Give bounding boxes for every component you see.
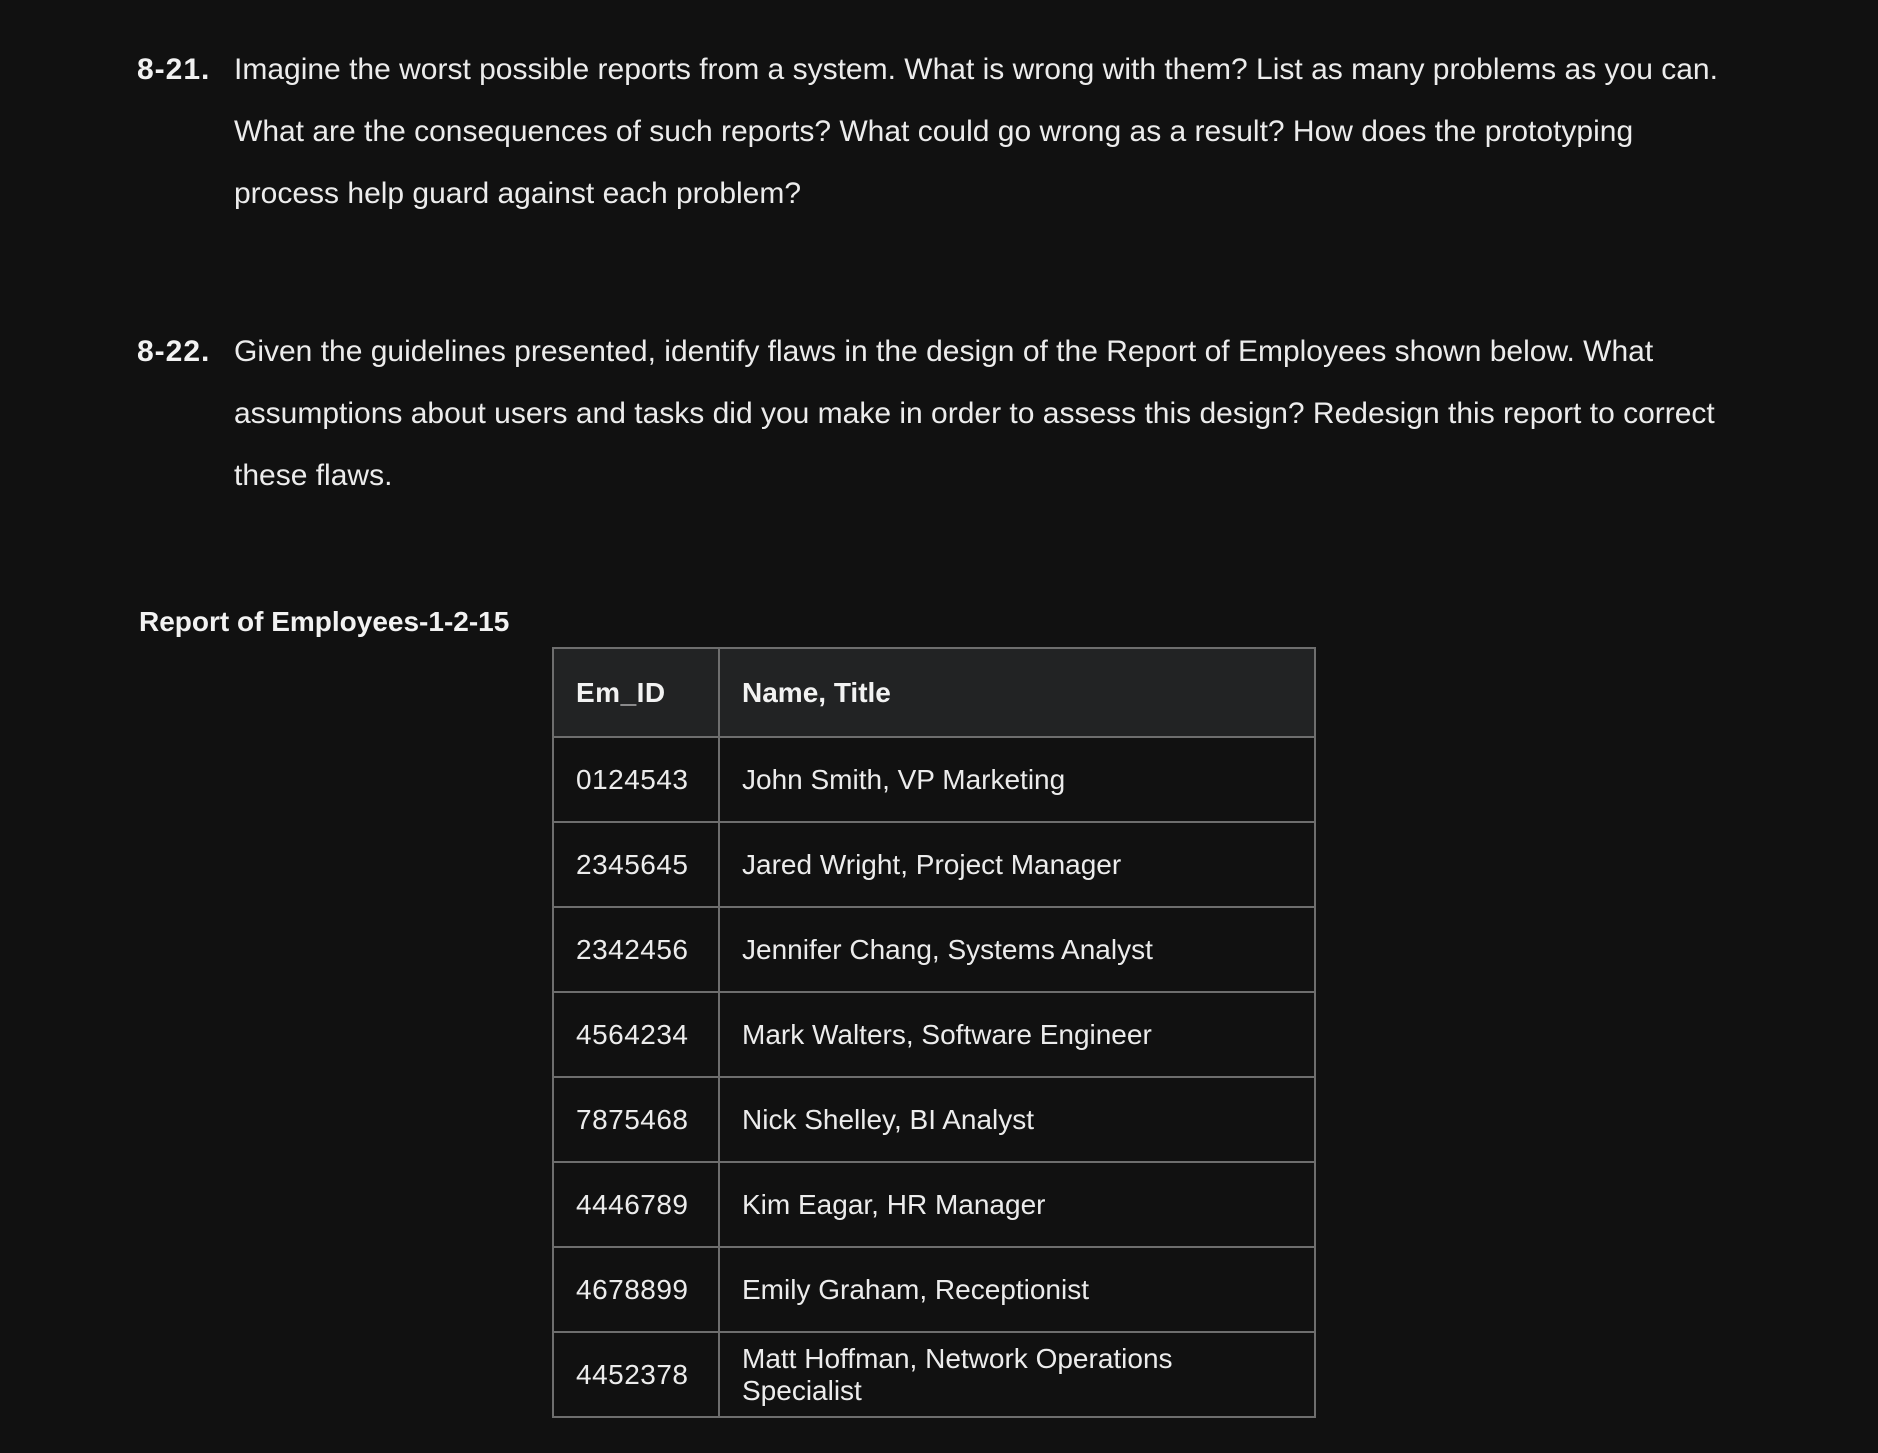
employee-id-cell: 2345645 — [553, 822, 719, 907]
report-title: Report of Employees-1-2-15 — [139, 606, 510, 637]
question-text: Given the guidelines presented, identify flaws in the design of the Report of Employees shown below. What assumptions about users and tasks did you make in order to assess this design? Redesign this report to correct these flaws. — [234, 335, 1715, 492]
table-row — [553, 992, 1315, 1077]
employee-id-cell: 2342456 — [553, 907, 719, 992]
employee-name-title-cell: Jennifer Chang, Systems Analyst — [719, 907, 1315, 992]
table-header-row — [553, 648, 1315, 737]
table-row — [553, 907, 1315, 992]
column-header-name-title: Name, Title — [719, 648, 1315, 737]
employee-name-title-cell: Jared Wright, Project Manager — [719, 822, 1315, 907]
question-8-21 — [137, 39, 1737, 225]
employee-id-cell: 4452378 — [553, 1332, 719, 1417]
table-row — [553, 1162, 1315, 1247]
employee-name-title-cell: Kim Eagar, HR Manager — [719, 1162, 1315, 1247]
employee-id-cell: 4678899 — [553, 1247, 719, 1332]
table-row — [553, 1332, 1315, 1417]
question-number: 8-21. — [137, 53, 211, 86]
column-header-em-id: Em_ID — [553, 648, 719, 737]
table-row — [553, 1247, 1315, 1332]
employee-name-title-cell: Matt Hoffman, Network Operations Specialist — [719, 1332, 1315, 1417]
employee-id-cell: 4446789 — [553, 1162, 719, 1247]
employee-id-cell: 0124543 — [553, 737, 719, 822]
question-text: Imagine the worst possible reports from a system. What is wrong with them? List as many problems as you can. What are the consequences of such reports? What could go wrong as a result? How does the prototyping process help guard against each problem? — [234, 53, 1718, 210]
table-row — [553, 737, 1315, 822]
employee-name-title-cell: Nick Shelley, BI Analyst — [719, 1077, 1315, 1162]
employee-id-cell: 4564234 — [553, 992, 719, 1077]
employee-name-title-cell: John Smith, VP Marketing — [719, 737, 1315, 822]
employee-report-table — [552, 647, 1316, 1418]
table-row — [553, 1077, 1315, 1162]
question-8-22 — [137, 321, 1737, 507]
table-row — [553, 822, 1315, 907]
employee-name-title-cell: Emily Graham, Receptionist — [719, 1247, 1315, 1332]
question-number: 8-22. — [137, 335, 211, 368]
employee-id-cell: 7875468 — [553, 1077, 719, 1162]
employee-name-title-cell: Mark Walters, Software Engineer — [719, 992, 1315, 1077]
